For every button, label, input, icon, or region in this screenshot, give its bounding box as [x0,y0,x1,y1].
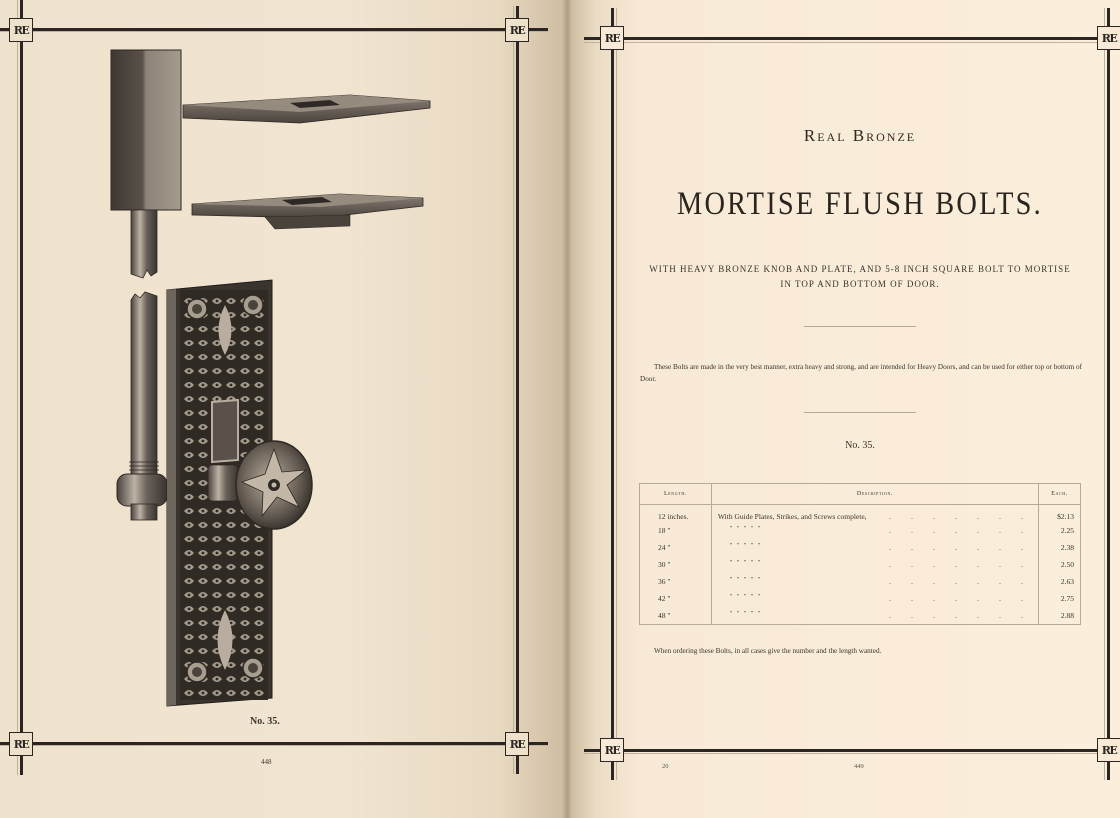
cell-length: 24 " [640,539,712,556]
table-row [640,607,1081,624]
cell-description [711,556,1038,573]
ordering-note: When ordering these Bolts, in all cases give the number and the length wanted. [654,647,882,655]
cell-description [711,590,1038,607]
table-row [640,556,1081,573]
description-text: With Guide Plates, Strikes, and Screws complete, [717,511,867,521]
cell-description [711,522,1038,539]
cell-price: 2.50 [1039,556,1081,573]
cell-price: 2.25 [1039,522,1081,539]
right-page [568,0,1120,818]
cell-description [711,539,1038,556]
dot-leaders: . . . . . . . [889,511,1033,521]
cell-price: $2.13 [1039,505,1081,522]
cell-description [711,573,1038,590]
dot-leaders: . . . . . . . [889,577,1033,587]
monogram-corner-icon: RE [505,732,529,756]
dot-leaders: . . . . . . . [889,525,1033,535]
monogram-corner-icon: RE [9,18,33,42]
ditto-marks: " " " " " [729,559,761,566]
right-outer-rule [1107,8,1110,780]
dot-leaders: . . . . . . . [889,594,1033,604]
illustration-caption: No. 35. [250,716,280,727]
table-row [640,539,1081,556]
divider-rule [804,326,916,327]
dot-leaders: . . . . . . . [889,542,1033,552]
header-length: Length. [640,484,712,505]
right-bottom-rule [584,749,1120,752]
cell-length: 48 " [640,607,712,624]
cell-price: 2.38 [1039,539,1081,556]
page-number-right: 449 [854,763,864,770]
monogram-corner-icon: RE [600,738,624,762]
table-row [640,505,1081,522]
cell-length: 42 " [640,590,712,607]
right-top-rule [584,37,1120,40]
right-inner-rule [611,8,614,780]
page-signature-number: 20 [662,763,669,770]
section-subtitle: Real Bronze [803,126,917,145]
monogram-corner-icon: RE [9,732,33,756]
header-description: Description. [711,484,1038,505]
right-outer-rule-shadow [1104,8,1105,780]
ditto-marks: " " " " " [729,577,761,584]
product-description: WITH HEAVY BRONZE KNOB AND PLATE, AND 5-8 INCH SQUARE BOLT TO MORTISE IN TOP AND BOTTOM OF DOOR. [649,264,1071,289]
cell-description [711,607,1038,624]
cell-price: 2.63 [1039,573,1081,590]
book-spine-shadow [562,0,572,818]
right-top-rule-shadow [584,42,1120,43]
cell-length: 12 inches. [640,505,712,522]
cell-description [711,505,1038,522]
table-row [640,573,1081,590]
cell-length: 30 " [640,556,712,573]
cell-length: 36 " [640,573,712,590]
item-number: No. 35. [845,440,875,451]
ditto-marks: " " " " " [729,525,761,532]
dot-leaders: . . . . . . . [889,559,1033,569]
divider-rule [804,412,916,413]
right-bottom-rule-shadow [584,753,1120,754]
page-title: MORTISE FLUSH BOLTS. [676,186,1044,222]
table-header-row [640,484,1081,505]
header-each: Each. [1039,484,1081,505]
right-inner-rule-shadow [616,8,617,780]
price-table [639,483,1081,625]
monogram-corner-icon: RE [1097,26,1120,50]
ditto-marks: " " " " " [729,611,761,618]
table-row [640,590,1081,607]
cell-length: 18 " [640,522,712,539]
page-number-left: 448 [261,758,272,766]
monogram-corner-icon: RE [1097,738,1120,762]
monogram-corner-icon: RE [600,26,624,50]
monogram-corner-icon: RE [505,18,529,42]
cell-price: 2.75 [1039,590,1081,607]
product-paragraph: These Bolts are made in the very best manner, extra heavy and strong, and are intended for Heavy Doors, and can be used for either top or bottom of Door. [640,363,1082,383]
dot-leaders: . . . . . . . [889,611,1033,621]
table-row [640,522,1081,539]
ditto-marks: " " " " " [729,542,761,549]
ditto-marks: " " " " " [729,594,761,601]
cell-price: 2.88 [1039,607,1081,624]
